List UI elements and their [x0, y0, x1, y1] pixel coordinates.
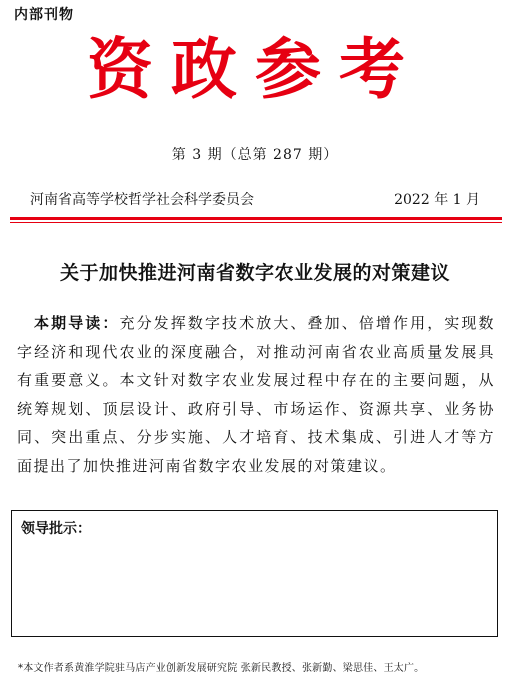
internal-publication-label: 内部刊物 — [14, 7, 74, 23]
author-footnote: *本文作者系黄淮学院驻马店产业创新发展研究院 张新民教授、张新勤、梁思佳、王太广。 — [18, 663, 425, 674]
leader-instruction-label: 领导批示： — [21, 521, 91, 537]
issue-number: 第 3 期（总第 287 期） — [171, 147, 339, 163]
intro-lead: 本期导读： — [34, 314, 120, 332]
article-title: 关于加快推进河南省数字农业发展的对策建议 — [59, 262, 450, 284]
header-rule-thin — [10, 222, 502, 223]
publication-date: 2022 年 1 月 — [394, 192, 480, 208]
masthead-title: 资政参考 — [87, 30, 423, 108]
leader-instruction-box — [11, 510, 498, 637]
article-intro — [17, 309, 495, 480]
intro-text: 充分发挥数字技术放大、叠加、倍增作用，实现数字经济和现代农业的深度融合，对推动河南省农业高质量发展具有重要意义。本文针对数字农业发展过程中存在的主要问题，从统筹规划、顶层设计、政府引导、市场运作、资源共享、业务协同、突出重点、分步实施、人才培育、技术集成、引进人才等方面提出了加快推进河南省数字农业发展的对策建议。 — [17, 314, 495, 475]
header-rule-thick — [10, 217, 502, 220]
publisher-name: 河南省高等学校哲学社会科学委员会 — [30, 192, 254, 208]
